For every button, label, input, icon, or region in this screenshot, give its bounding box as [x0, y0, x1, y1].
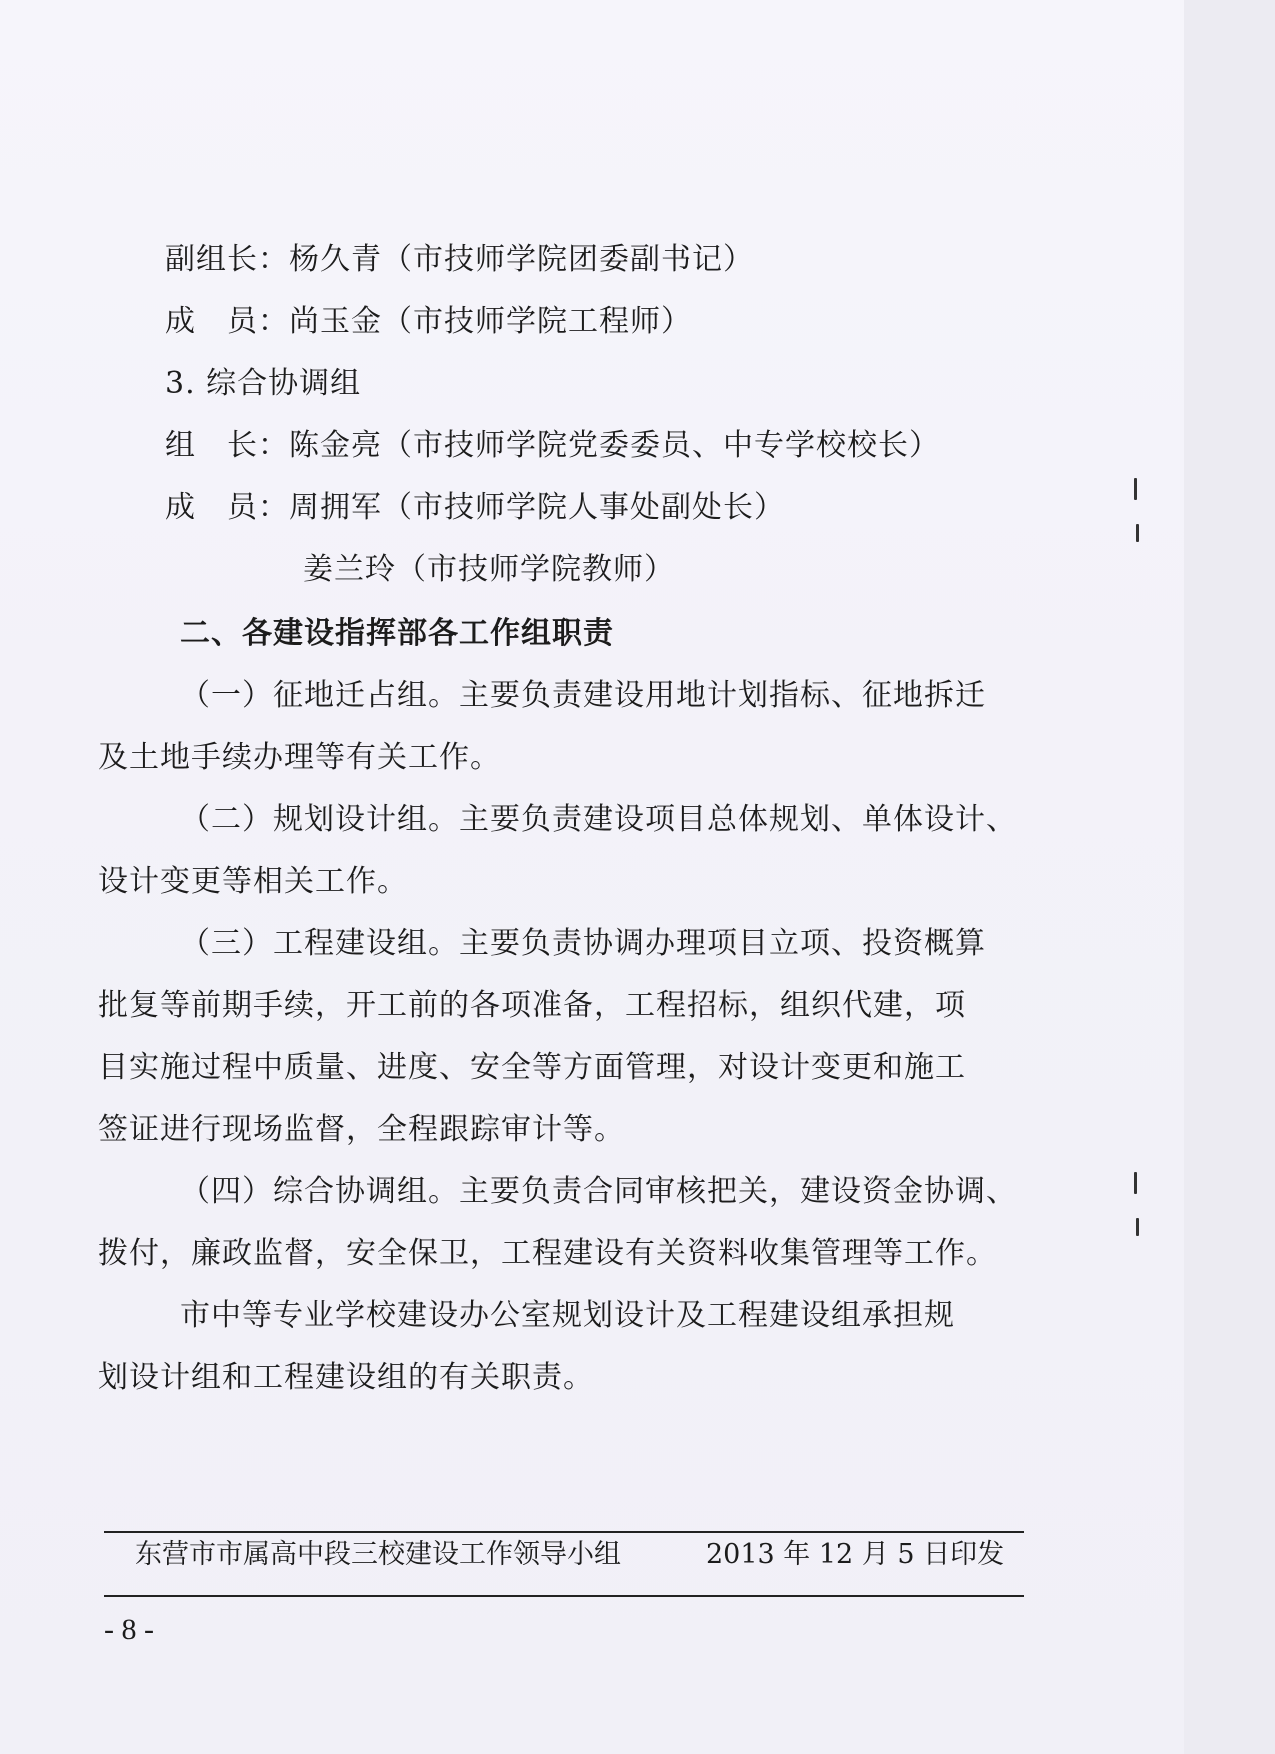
paragraph-3-line-3: 目实施过程中质量、进度、安全等方面管理，对设计变更和施工	[98, 1050, 966, 1085]
leader-label: 组 长：	[165, 428, 289, 463]
member-line-1	[165, 302, 692, 342]
footer-top-rule	[104, 1531, 1024, 1533]
group3-leader-line	[165, 426, 940, 466]
paragraph-5-line-2: 划设计组和工程建设组的有关职责。	[98, 1360, 594, 1395]
paragraph-3-line-4: 签证进行现场监督，全程跟踪审计等。	[98, 1112, 625, 1147]
footer-bottom-rule	[104, 1595, 1024, 1597]
paragraph-4-line-1: （四）综合协调组。主要负责合同审核把关，建设资金协调、	[180, 1174, 1017, 1209]
section-heading: 二、各建设指挥部各工作组职责	[180, 616, 614, 651]
paragraph-1-line-1: （一）征地迁占组。主要负责建设用地计划指标、征地拆迁	[180, 678, 986, 713]
deputy-leader-line	[165, 240, 754, 280]
paragraph-3-line-1: （三）工程建设组。主要负责协调办理项目立项、投资概算	[180, 926, 986, 961]
member-name-1: 尚玉金（市技师学院工程师）	[289, 304, 692, 339]
staple-mark	[1134, 478, 1137, 500]
paragraph-2-line-2: 设计变更等相关工作。	[98, 864, 408, 899]
staple-mark	[1136, 1218, 1139, 1236]
footer-issuer: 东营市市属高中段三校建设工作领导小组	[135, 1539, 621, 1570]
staple-mark	[1136, 524, 1139, 542]
deputy-leader-label: 副组长：	[165, 242, 289, 277]
staple-mark	[1134, 1172, 1137, 1194]
paragraph-5-line-1: 市中等专业学校建设办公室规划设计及工程建设组承担规	[180, 1298, 955, 1333]
member-label-3: 成 员：	[165, 490, 289, 525]
member-label: 成 员：	[165, 304, 289, 339]
footer-date: 2013 年 12 月 5 日印发	[706, 1539, 1005, 1570]
group3-member-line-a	[165, 488, 785, 528]
paragraph-3-line-2: 批复等前期手续，开工前的各项准备，工程招标，组织代建，项	[98, 988, 966, 1023]
page-number: - 8 -	[104, 1613, 154, 1646]
group3-member-a: 周拥军（市技师学院人事处副处长）	[289, 490, 785, 525]
paragraph-4-line-2: 拨付，廉政监督，安全保卫，工程建设有关资料收集管理等工作。	[98, 1236, 997, 1271]
paragraph-2-line-1: （二）规划设计组。主要负责建设项目总体规划、单体设计、	[180, 802, 1017, 837]
group3-member-b: 姜兰玲（市技师学院教师）	[303, 552, 675, 587]
deputy-leader-name: 杨久青（市技师学院团委副书记）	[289, 242, 754, 277]
paragraph-1-line-2: 及土地手续办理等有关工作。	[98, 740, 501, 775]
scan-margin	[1184, 0, 1275, 1754]
group3-title: 3. 综合协调组	[165, 366, 362, 401]
group3-leader-name: 陈金亮（市技师学院党委委员、中专学校校长）	[289, 428, 940, 463]
